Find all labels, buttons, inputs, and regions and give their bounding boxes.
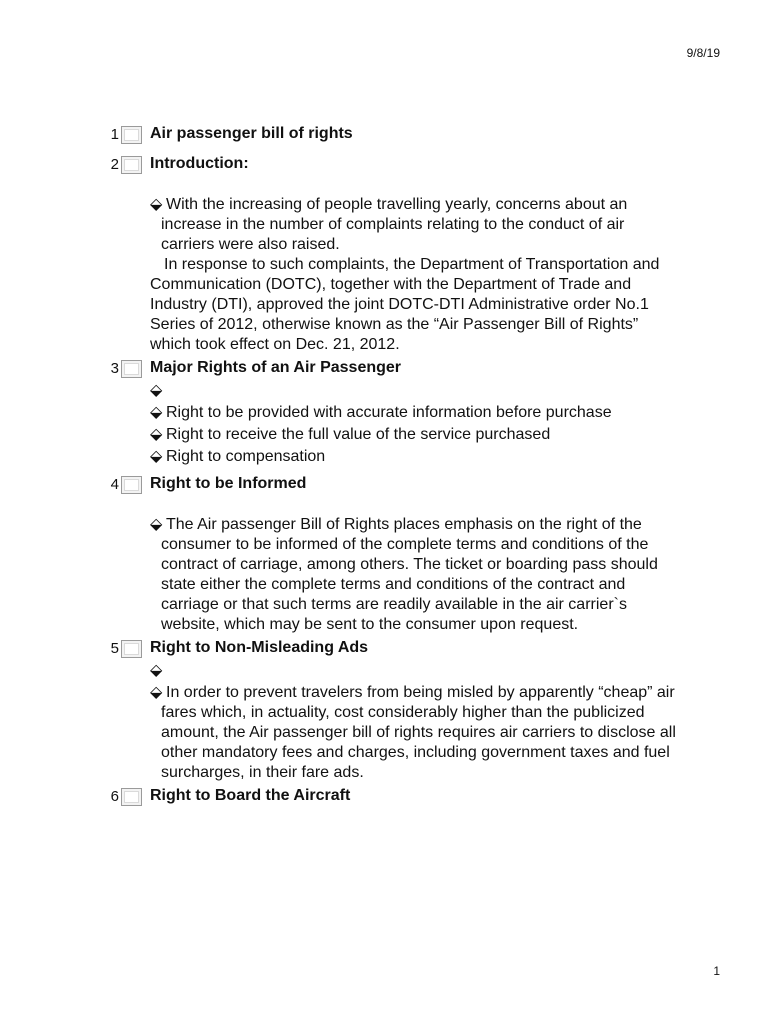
slide-thumbnail[interactable] bbox=[121, 476, 142, 494]
bullet-item bbox=[150, 195, 680, 255]
slide-thumbnail[interactable] bbox=[121, 156, 142, 174]
bullet-item bbox=[150, 661, 680, 681]
slide-heading[interactable] bbox=[100, 475, 680, 497]
slide-number: 5 bbox=[110, 640, 119, 657]
outline-list bbox=[100, 125, 680, 809]
bullet-text: The Air passenger Bill of Rights places emphasis on the right of the consumer to be informed of the complete terms and conditions of the contract of carriage, among others. The ticket or boarding pass should state either the complete terms and conditions of the contract and carriage or that such terms are readily available in the air carrier`s website, which may be sent to the consumer upon request. bbox=[161, 516, 658, 633]
bullet-text: Right to be provided with accurate information before purchase bbox=[166, 404, 612, 421]
bullet-item bbox=[150, 515, 680, 635]
header-date: 9/8/19 bbox=[686, 46, 720, 60]
slide-heading[interactable] bbox=[100, 639, 680, 661]
diamond-bullet-icon: ⬙ bbox=[150, 684, 163, 701]
slide-thumbnail[interactable] bbox=[121, 126, 142, 144]
diamond-bullet-icon: ⬙ bbox=[150, 382, 163, 399]
bullet-text: Right to compensation bbox=[166, 448, 326, 465]
bullet-item bbox=[150, 447, 680, 467]
slide-title: Introduction: bbox=[150, 155, 249, 172]
slide-heading[interactable] bbox=[100, 787, 680, 809]
slide-title: Air passenger bill of rights bbox=[150, 125, 353, 142]
diamond-bullet-icon: ⬙ bbox=[150, 426, 163, 443]
page-number: 1 bbox=[713, 964, 720, 978]
slide-number: 4 bbox=[110, 476, 119, 493]
slide-heading[interactable] bbox=[100, 155, 680, 177]
slide-title: Right to be Informed bbox=[150, 475, 307, 492]
bullet-item bbox=[150, 683, 680, 783]
slide-thumbnail[interactable] bbox=[121, 360, 142, 378]
diamond-bullet-icon: ⬙ bbox=[150, 662, 163, 679]
bullet-text: With the increasing of people travelling yearly, concerns about an increase in the number of complaints relating to the conduct of air carriers were also raised. bbox=[161, 196, 628, 253]
diamond-bullet-icon: ⬙ bbox=[150, 516, 163, 533]
slide-thumbnail[interactable] bbox=[121, 640, 142, 658]
bullet-item bbox=[150, 425, 680, 445]
slide-heading[interactable] bbox=[100, 359, 680, 381]
diamond-bullet-icon: ⬙ bbox=[150, 448, 163, 465]
bullet-text: Right to receive the full value of the service purchased bbox=[166, 426, 551, 443]
bullet-item bbox=[150, 403, 680, 423]
slide-title: Major Rights of an Air Passenger bbox=[150, 359, 402, 376]
slide-title: Right to Non-Misleading Ads bbox=[150, 639, 369, 656]
bullet-text: In order to prevent travelers from being misled by apparently “cheap” air fares which, in actuality, cost considerably higher than the publicized amount, the Air passenger bill of rights requires air carriers to disclose all other mandatory fees and charges, including government taxes and fuel surcharges, in their fare ads. bbox=[161, 684, 676, 781]
slide-heading[interactable] bbox=[100, 125, 680, 147]
slide-number: 1 bbox=[110, 126, 119, 143]
slide-number: 3 bbox=[110, 360, 119, 377]
body-paragraph: In response to such complaints, the Department of Transportation and Communication (DOTC), together with the Department of Trade and Industry (DTI), approved the joint DOTC-DTI Administrative order No.1 Series of 2012, otherwise known as the “Air Passenger Bill of Rights” which took effect on Dec. 21, 2012. bbox=[150, 256, 660, 353]
slide-number: 2 bbox=[110, 156, 119, 173]
slide-number: 6 bbox=[110, 788, 119, 805]
diamond-bullet-icon: ⬙ bbox=[150, 404, 163, 421]
slide-thumbnail[interactable] bbox=[121, 788, 142, 806]
bullet-item bbox=[150, 381, 680, 401]
slide-title: Right to Board the Aircraft bbox=[150, 787, 351, 804]
diamond-bullet-icon: ⬙ bbox=[150, 196, 163, 213]
